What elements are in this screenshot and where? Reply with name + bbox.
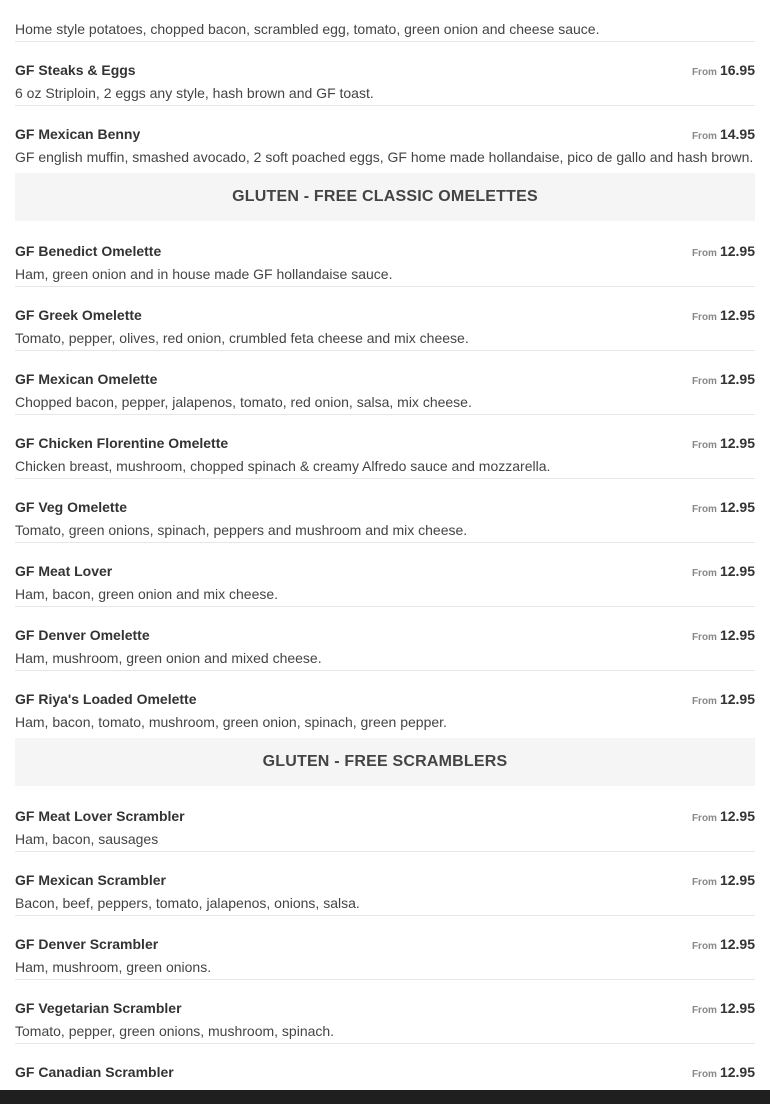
menu-item-gf-veg-omelette[interactable] — [15, 479, 755, 543]
price-from-label: From — [691, 67, 717, 78]
price-value: 12.95 — [719, 691, 755, 707]
price-value: 12.95 — [719, 808, 755, 824]
menu-item-gf-mexican-scrambler[interactable] — [15, 852, 755, 916]
price-from-label: From — [691, 632, 717, 643]
menu-item-price — [692, 1000, 755, 1018]
menu-item-description: Home style potatoes, chopped bacon, scrambled egg, tomato, green onion and cheese sauce. — [15, 21, 600, 37]
menu-item-name: GF Steaks & Eggs — [15, 62, 136, 78]
menu-item-gf-vegetarian-scrambler[interactable] — [15, 980, 755, 1044]
price-from-label: From — [691, 131, 717, 142]
menu-item-description: Tomato, green onions, spinach, peppers and mushroom and mix cheese. — [15, 522, 468, 538]
footer-bar — [0, 1090, 770, 1104]
menu-list — [15, 0, 755, 1108]
menu-item-price — [692, 872, 755, 890]
menu-item-price — [692, 1064, 755, 1082]
price-from-label: From — [691, 1069, 717, 1080]
price-value: 12.95 — [719, 243, 755, 259]
menu-item-gf-chicken-florentine-omelette[interactable] — [15, 415, 755, 479]
menu-item-gf-denver-scrambler[interactable] — [15, 916, 755, 980]
menu-item-description: Bacon, beef, peppers, tomato, jalapenos, onions, salsa. — [15, 895, 360, 911]
menu-item-price — [692, 371, 755, 389]
menu-item[interactable] — [15, 0, 755, 42]
price-from-label: From — [691, 941, 717, 952]
menu-item-gf-steaks-eggs[interactable] — [15, 42, 755, 106]
menu-item-gf-meat-lover-scrambler[interactable] — [15, 788, 755, 852]
menu-item-description: Ham, bacon, green onion and mix cheese. — [15, 586, 279, 602]
menu-item-price — [692, 936, 755, 954]
menu-item-name: GF Mexican Omelette — [15, 371, 158, 387]
price-value: 14.95 — [719, 126, 755, 142]
menu-item-description: Tomato, pepper, olives, red onion, crumbled feta cheese and mix cheese. — [15, 330, 469, 346]
menu-item-price — [692, 62, 755, 80]
menu-item-name: GF Veg Omelette — [15, 499, 128, 515]
menu-item-description: Ham, bacon, sausages — [15, 831, 159, 847]
menu-item-name: GF Vegetarian Scrambler — [15, 1000, 182, 1016]
menu-item-price — [692, 563, 755, 581]
price-value: 12.95 — [719, 872, 755, 888]
price-value: 12.95 — [719, 1000, 755, 1016]
price-from-label: From — [691, 1005, 717, 1016]
menu-item-name: GF Denver Scrambler — [15, 936, 159, 952]
section-header-gluten-free-scramblers: GLUTEN - FREE SCRAMBLERS — [15, 738, 755, 786]
menu-item-price — [692, 307, 755, 325]
price-value: 12.95 — [719, 499, 755, 515]
menu-item-price — [692, 808, 755, 826]
menu-item-gf-denver-omelette[interactable] — [15, 607, 755, 671]
price-value: 12.95 — [719, 371, 755, 387]
price-from-label: From — [691, 696, 717, 707]
menu-item-price — [692, 499, 755, 517]
menu-item-description: Ham, mushroom, green onions. — [15, 959, 212, 975]
menu-item-gf-mexican-omelette[interactable] — [15, 351, 755, 415]
menu-item-name: GF Riya's Loaded Omelette — [15, 691, 197, 707]
price-from-label: From — [691, 312, 717, 323]
menu-item-gf-benedict-omelette[interactable] — [15, 223, 755, 287]
menu-item-gf-riya-s-loaded-omelette[interactable] — [15, 671, 755, 735]
menu-item-price — [692, 126, 755, 144]
menu-item-gf-greek-omelette[interactable] — [15, 287, 755, 351]
price-value: 12.95 — [719, 307, 755, 323]
menu-item-description: Chopped bacon, pepper, jalapenos, tomato, red onion, salsa, mix cheese. — [15, 394, 472, 410]
menu-item-description: GF english muffin, smashed avocado, 2 soft poached eggs, GF home made hollandaise, pico de gallo and hash brown. — [15, 149, 754, 165]
price-from-label: From — [691, 813, 717, 824]
menu-item-name: GF Meat Lover — [15, 563, 113, 579]
price-from-label: From — [691, 504, 717, 515]
price-from-label: From — [691, 568, 717, 579]
menu-item-name: GF Greek Omelette — [15, 307, 142, 323]
price-value: 16.95 — [719, 62, 755, 78]
menu-item-name: GF Canadian Scrambler — [15, 1064, 174, 1080]
menu-item-description: Ham, bacon, tomato, mushroom, green onion, spinach, green pepper. — [15, 714, 447, 730]
section-header-gluten-free-classic-omelettes: GLUTEN - FREE CLASSIC OMELETTES — [15, 173, 755, 221]
menu-item-description: Ham, green onion and in house made GF hollandaise sauce. — [15, 266, 393, 282]
menu-item-price — [692, 691, 755, 709]
menu-item-price — [692, 243, 755, 261]
menu-item-price — [692, 435, 755, 453]
price-value: 12.95 — [719, 627, 755, 643]
menu-item-gf-mexican-benny[interactable] — [15, 106, 755, 170]
price-from-label: From — [691, 877, 717, 888]
menu-item-gf-meat-lover[interactable] — [15, 543, 755, 607]
menu-item-name: GF Mexican Scrambler — [15, 872, 166, 888]
menu-item-name: GF Benedict Omelette — [15, 243, 162, 259]
menu-item-name: GF Mexican Benny — [15, 126, 141, 142]
price-from-label: From — [691, 248, 717, 259]
menu-item-description: Tomato, pepper, green onions, mushroom, spinach. — [15, 1023, 335, 1039]
menu-item-description: Chicken breast, mushroom, chopped spinach & creamy Alfredo sauce and mozzarella. — [15, 458, 551, 474]
price-value: 12.95 — [719, 435, 755, 451]
price-value: 12.95 — [719, 563, 755, 579]
menu-item-name: GF Denver Omelette — [15, 627, 150, 643]
menu-item-price — [692, 627, 755, 645]
menu-item-description: 6 oz Striploin, 2 eggs any style, hash brown and GF toast. — [15, 85, 374, 101]
menu-item-description: Ham, mushroom, green onion and mixed cheese. — [15, 650, 322, 666]
price-value: 12.95 — [719, 1064, 755, 1080]
menu-item-name: GF Meat Lover Scrambler — [15, 808, 185, 824]
price-from-label: From — [691, 440, 717, 451]
price-value: 12.95 — [719, 936, 755, 952]
price-from-label: From — [691, 376, 717, 387]
menu-item-name: GF Chicken Florentine Omelette — [15, 435, 229, 451]
